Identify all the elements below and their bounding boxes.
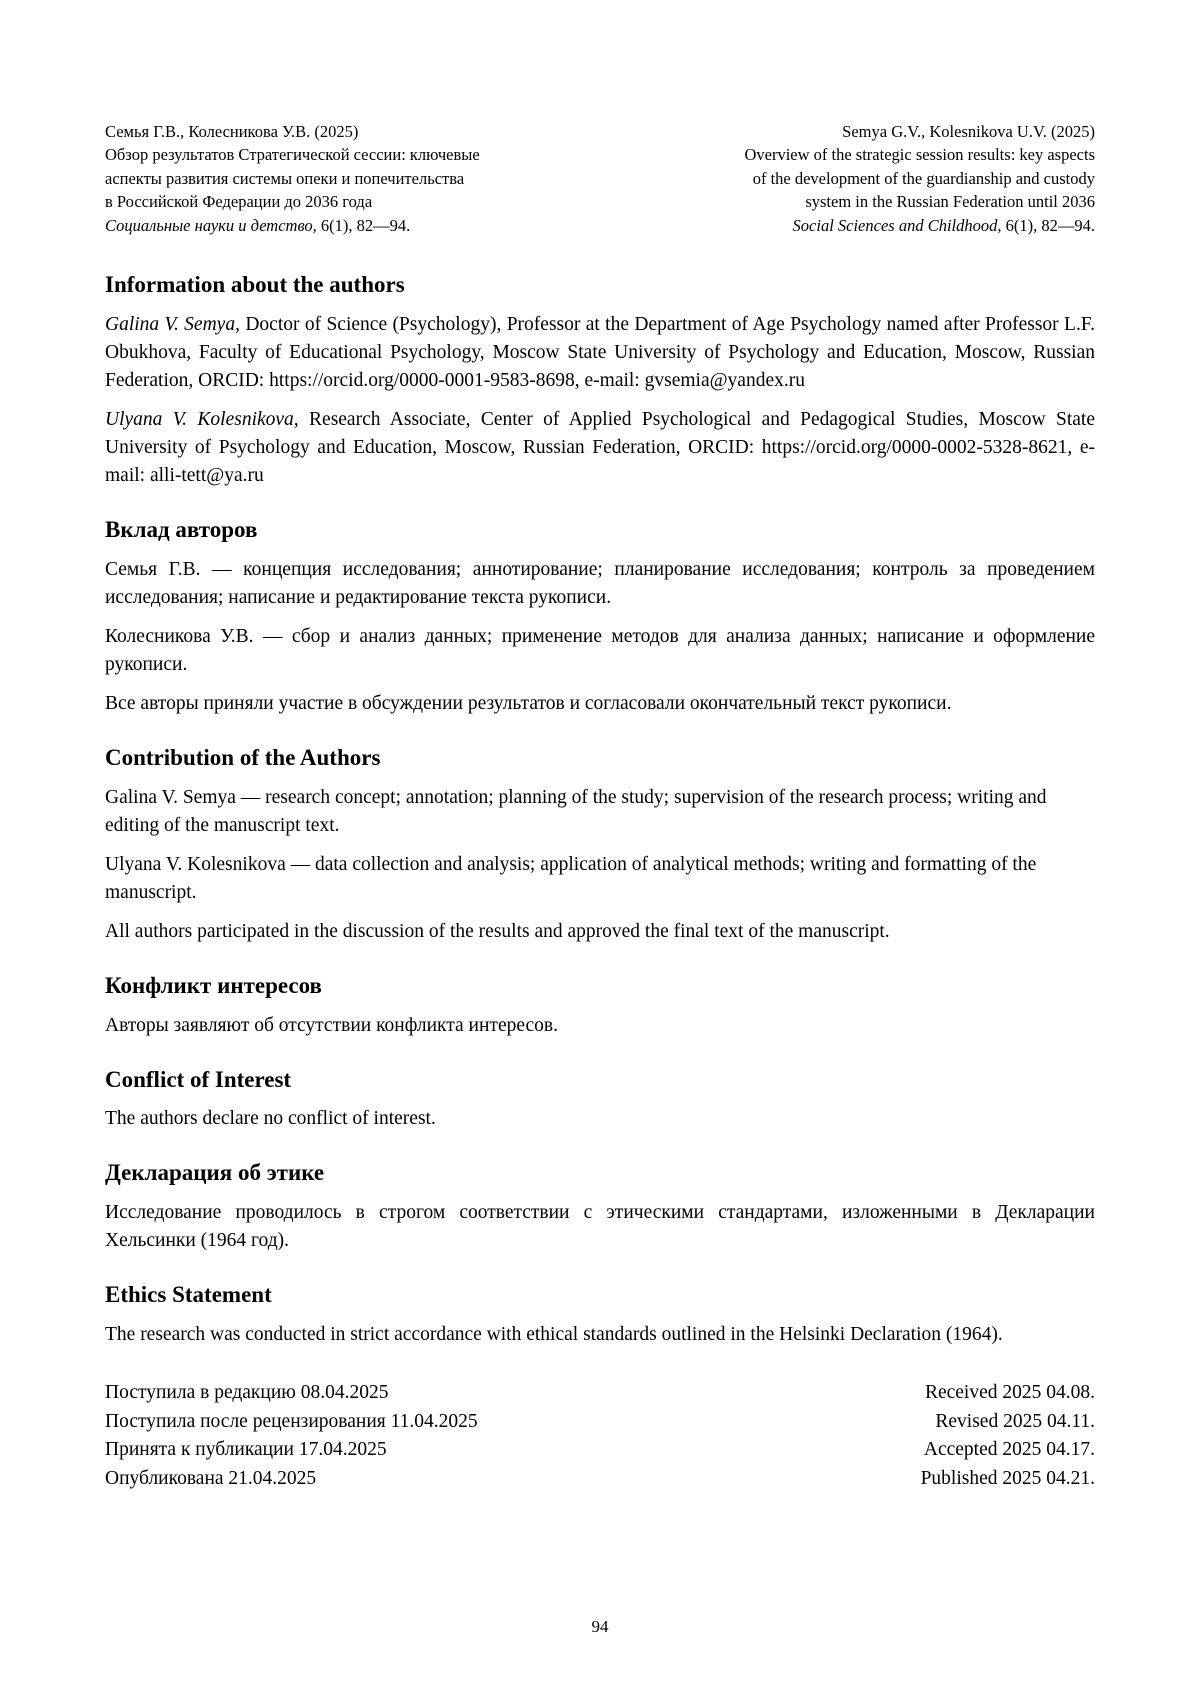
date-published-en: Published 2025 04.21. bbox=[920, 1467, 1095, 1489]
author-2-name: Ulyana V. Kolesnikova, bbox=[105, 408, 299, 430]
contribution-ru-paragraph-3: Все авторы приняли участие в обсуждении результатов и согласовали окончательный текст рукописи. bbox=[105, 693, 952, 715]
date-revised-en: Revised 2025 04.11. bbox=[935, 1410, 1095, 1432]
date-row bbox=[105, 1436, 1095, 1465]
date-row bbox=[105, 1379, 1095, 1408]
running-head bbox=[105, 120, 1095, 237]
heading-conflict-en: Conflict of Interest bbox=[105, 1066, 292, 1092]
running-head-right-line-4: system in the Russian Federation until 2036 bbox=[805, 192, 1095, 212]
heading-ethics-en: Ethics Statement bbox=[105, 1282, 272, 1308]
date-revised-ru: Поступила после рецензирования 11.04.2025 bbox=[105, 1410, 478, 1432]
running-head-left-line-4: в Российской Федерации до 2036 года bbox=[105, 192, 373, 212]
author-2-details: Research Associate, Center of Applied Psychological and Pedagogical Studies, Moscow State University of Psychology and Education, Moscow, Russian Federation, ORCID: https://orcid.org/0000-0002-5328-8621, e-mail: alli-tett@ya.ru bbox=[105, 408, 1095, 487]
heading-contribution-en: Contribution of the Authors bbox=[105, 745, 381, 771]
heading-contribution-ru: Вклад авторов bbox=[105, 517, 258, 543]
contribution-en-paragraph-2: Ulyana V. Kolesnikova — data collection and analysis; application of analytical methods; writing and formatting of the manuscript. bbox=[105, 853, 1037, 903]
running-head-right-line-1: Semya G.V., Kolesnikova U.V. (2025) bbox=[842, 122, 1095, 141]
date-row bbox=[105, 1408, 1095, 1437]
running-head-left-line-3: аспекты развития системы опеки и попечительства bbox=[105, 168, 465, 188]
date-accepted-ru: Принята к публикации 17.04.2025 bbox=[105, 1439, 387, 1461]
running-head-right bbox=[630, 120, 1095, 237]
contribution-ru-paragraph-2: Колесникова У.В. — сбор и анализ данных; применение методов для анализа данных; написание и оформление рукописи. bbox=[105, 625, 1095, 675]
journal-title-en: Social Sciences and Childhood, bbox=[792, 215, 1002, 235]
citation-ru: 6(1), 82—94. bbox=[316, 215, 411, 235]
ethics-en-paragraph-1: The research was conducted in strict accordance with ethical standards outlined in the Helsinki Declaration (1964). bbox=[105, 1323, 1003, 1345]
journal-title-ru: Социальные науки и детство, bbox=[105, 215, 317, 235]
date-received-en: Received 2025 04.08. bbox=[924, 1381, 1095, 1403]
running-head-right-line-3: of the development of the guardianship and custody bbox=[752, 168, 1095, 188]
running-head-left bbox=[105, 120, 570, 237]
publication-dates bbox=[105, 1379, 1095, 1494]
heading-information-about-the-authors: Information about the authors bbox=[105, 272, 405, 298]
author-1-details: Doctor of Science (Psychology), Professor at the Department of Age Psychology named after Professor L.F. Obukhova, Faculty of Educational Psychology, Moscow State University of Psychology and Education, Moscow, Russian Federation, ORCID: https://orcid.org/0000-0001-9583-8698, e-mail: gvsemia@yandex.ru bbox=[105, 313, 1095, 391]
running-head-right-citation bbox=[630, 214, 1095, 237]
running-head-left-citation bbox=[105, 214, 570, 237]
heading-ethics-ru: Декларация об этике bbox=[105, 1160, 325, 1186]
contribution-en-paragraph-1: Galina V. Semya — research concept; annotation; planning of the study; supervision of the research process; writing and editing of the manuscript text. bbox=[105, 786, 1047, 836]
author-bio-1 bbox=[105, 311, 1095, 395]
conflict-en-paragraph-1: The authors declare no conflict of interest. bbox=[105, 1108, 436, 1130]
author-bio-2 bbox=[105, 406, 1095, 490]
date-accepted-en: Accepted 2025 04.17. bbox=[923, 1439, 1095, 1461]
date-published-ru: Опубликована 21.04.2025 bbox=[105, 1467, 317, 1489]
contribution-en-paragraph-3: All authors participated in the discussion of the results and approved the final text of the manuscript. bbox=[105, 921, 890, 943]
contribution-ru-paragraph-1: Семья Г.В. — концепция исследования; аннотирование; планирование исследования; контроль за проведением исследования; написание и редактирование текста рукописи. bbox=[105, 558, 1095, 608]
ethics-ru-paragraph-1: Исследование проводилось в строгом соответствии с этическими стандартами, изложенными в Декларации Хельсинки (1964 год). bbox=[105, 1202, 1095, 1252]
heading-conflict-ru: Конфликт интересов bbox=[105, 973, 322, 999]
citation-en: 6(1), 82—94. bbox=[1001, 215, 1095, 235]
date-received-ru: Поступила в редакцию 08.04.2025 bbox=[105, 1381, 389, 1403]
date-row bbox=[105, 1465, 1095, 1494]
page-number: 94 bbox=[591, 1617, 609, 1636]
author-1-name: Galina V. Semya, bbox=[105, 313, 240, 335]
running-head-left-line-2: Обзор результатов Стратегической сессии: ключевые bbox=[105, 145, 480, 165]
running-head-left-line-1: Семья Г.В., Колесникова У.В. (2025) bbox=[105, 122, 359, 141]
running-head-right-line-2: Overview of the strategic session results: key aspects bbox=[744, 145, 1095, 165]
conflict-ru-paragraph-1: Авторы заявляют об отсутствии конфликта интересов. bbox=[105, 1014, 558, 1036]
